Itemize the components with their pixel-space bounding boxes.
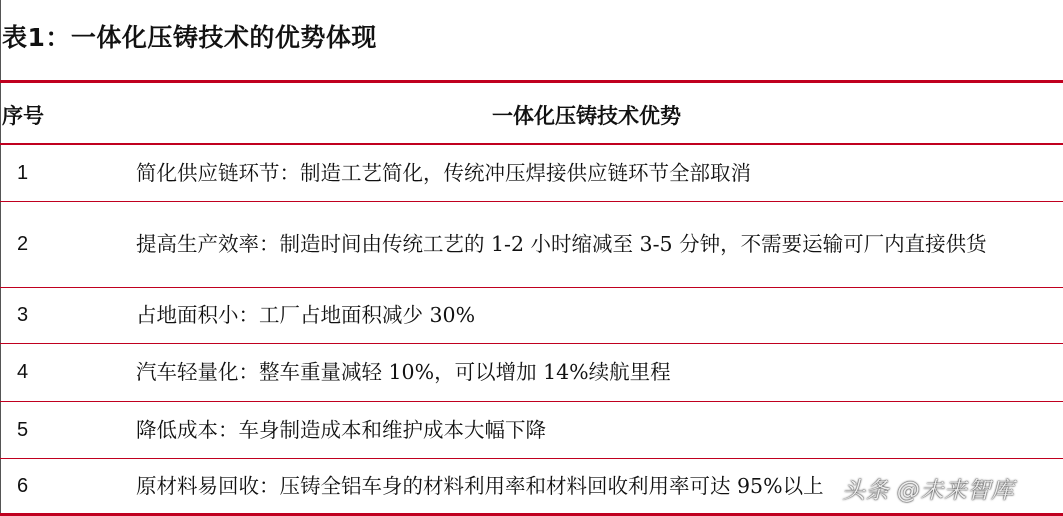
row-number: 6 — [17, 474, 29, 497]
row-advantage-text: 汽车轻量化：整车重量减轻 10%，可以增加 14%续航里程 — [136, 360, 671, 384]
table-header-row — [0, 83, 1063, 143]
row-number: 2 — [17, 233, 29, 255]
watermark: 头条 @未来智库 — [842, 478, 1015, 504]
table-row — [0, 288, 1063, 344]
table-row — [0, 402, 1063, 459]
row-advantage-text: 原材料易回收：压铸全铝车身的材料利用率和材料回收利用率可达 95%以上 — [136, 473, 824, 498]
header-advantages: 一体化压铸技术优势 — [492, 104, 681, 128]
header-serial-number: 序号 — [2, 104, 44, 128]
row-number: 3 — [17, 304, 29, 326]
row-advantage-text: 降低成本：车身制造成本和维护成本大幅下降 — [136, 417, 546, 442]
row-number: 5 — [17, 418, 29, 441]
row-number: 4 — [17, 361, 29, 383]
table-title: 表1：一体化压铸技术的优势体现 — [2, 23, 377, 52]
table-row — [0, 202, 1063, 288]
table-row — [0, 145, 1063, 202]
row-advantage-text: 占地面积小：工厂占地面积减少 30% — [136, 303, 476, 327]
row-number: 1 — [17, 161, 29, 184]
row-advantage-text: 提高生产效率：制造时间由传统工艺的 1-2 小时缩减至 3-5 分钟，不需要运输可厂内直接供货 — [136, 232, 987, 256]
table-row — [0, 344, 1063, 402]
advantages-table — [0, 80, 1063, 516]
row-advantage-text: 简化供应链环节：制造工艺简化，传统冲压焊接供应链环节全部取消 — [136, 160, 751, 185]
